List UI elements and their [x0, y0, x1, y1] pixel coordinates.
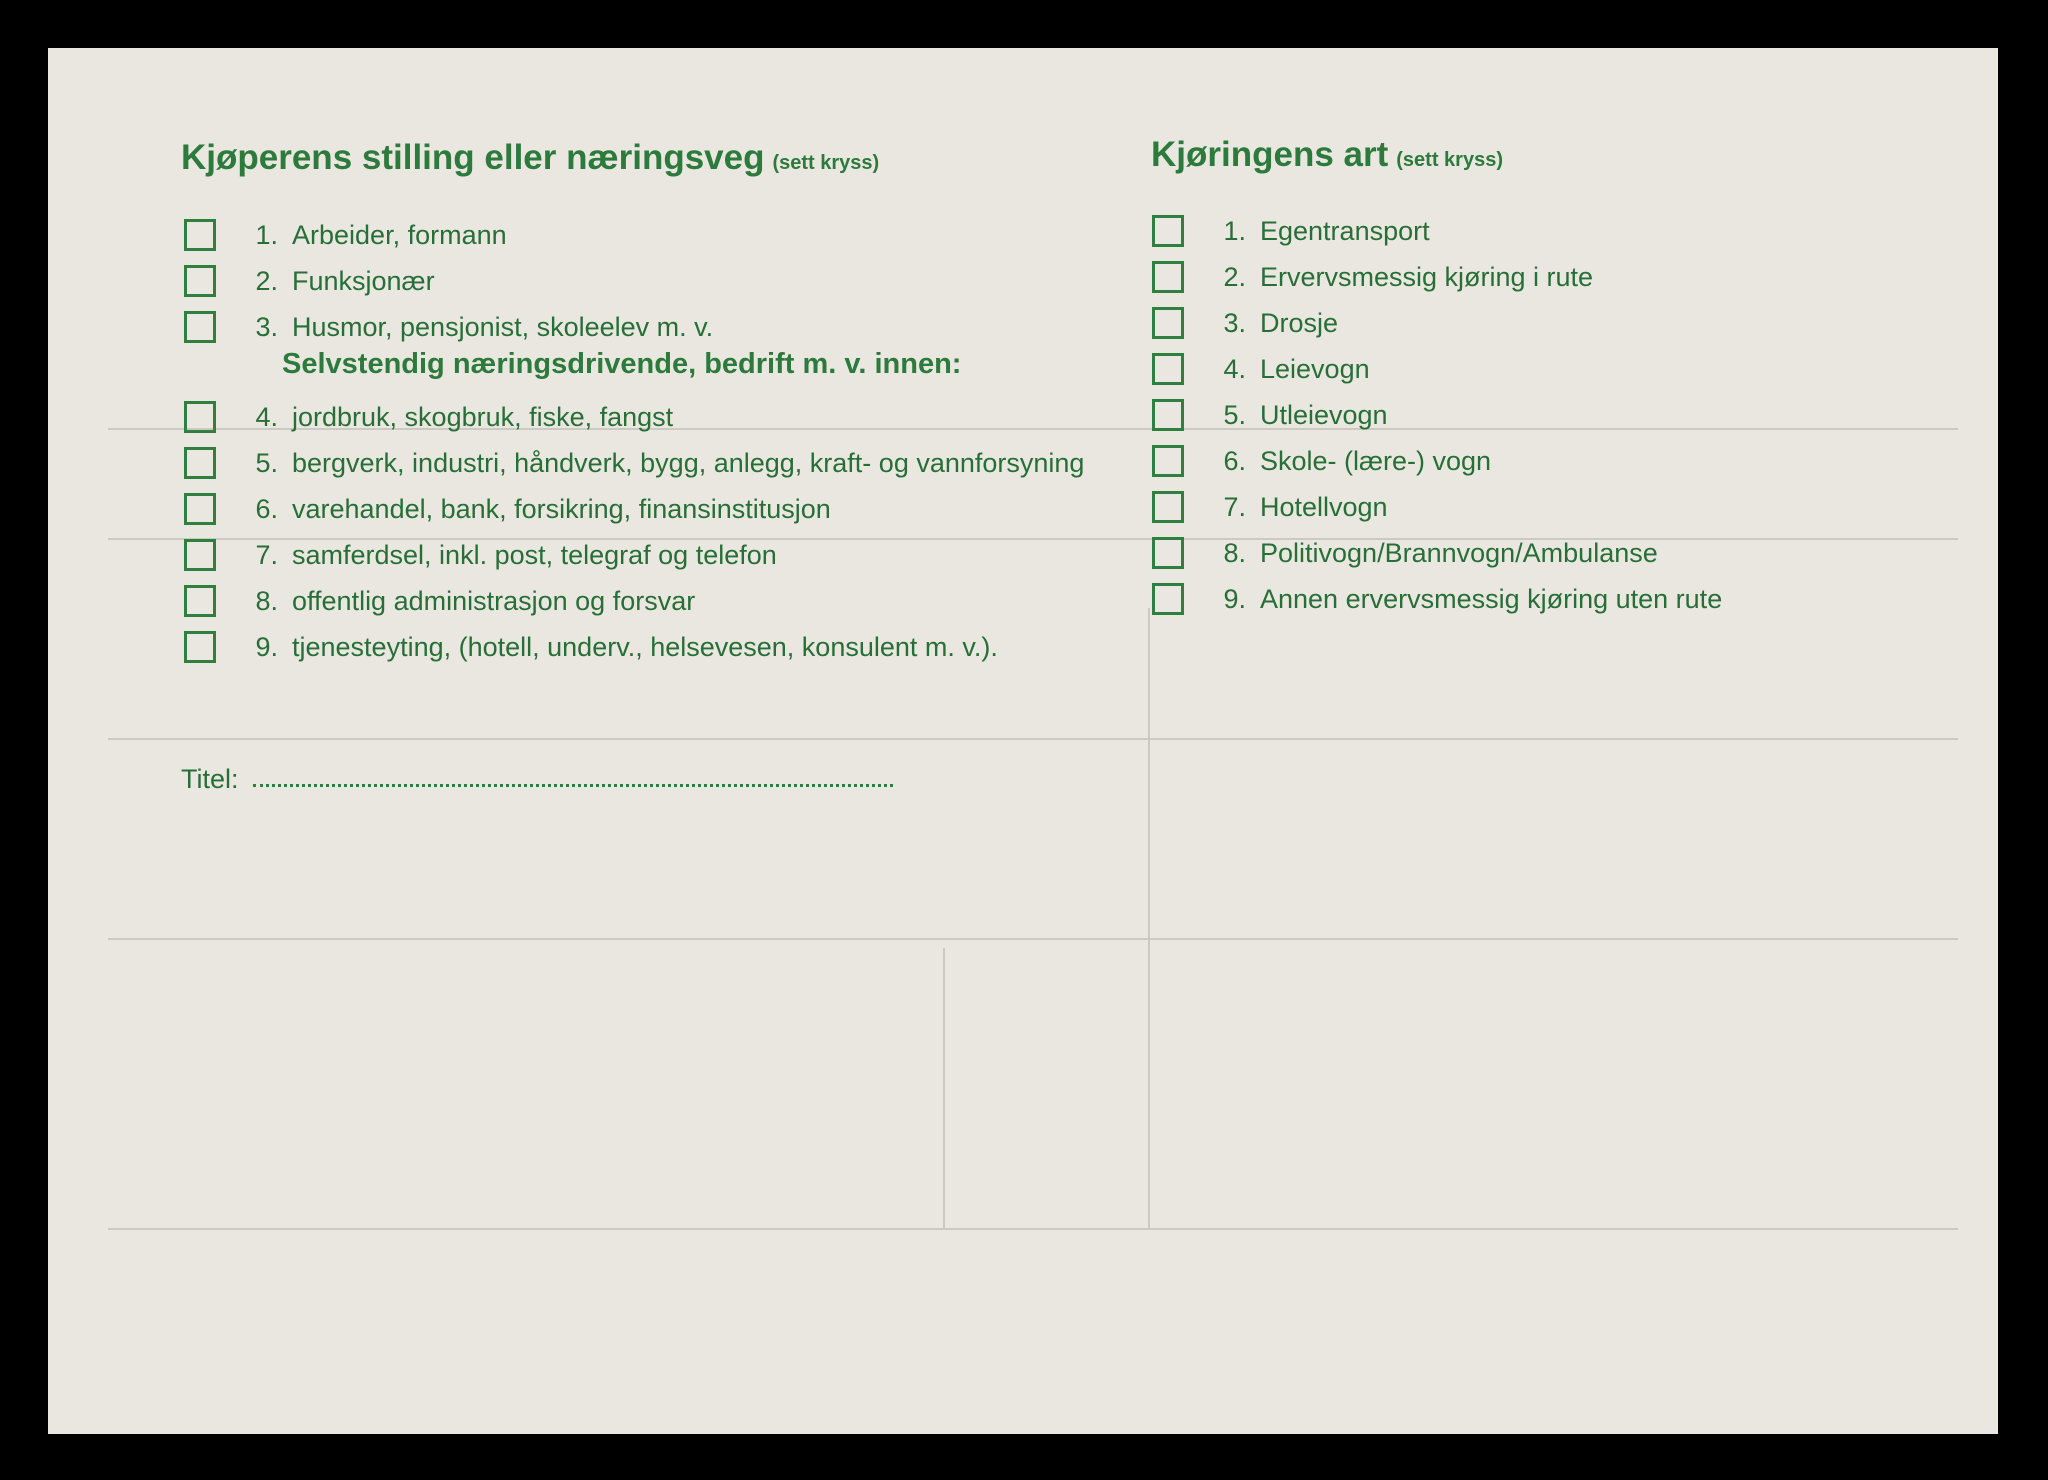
option-label: Arbeider, formann — [292, 219, 507, 250]
driving-option-2[interactable] — [1152, 257, 1593, 297]
option-number: 7. — [255, 539, 278, 570]
checkbox[interactable] — [1152, 583, 1184, 615]
option-number: 3. — [255, 311, 278, 342]
document-page — [48, 48, 1998, 1434]
option-label: samferdsel, inkl. post, telegraf og telefon — [292, 539, 777, 570]
option-label: Funksjonær — [292, 265, 435, 296]
checkbox[interactable] — [1152, 537, 1184, 569]
option-label: offentlig administrasjon og forsvar — [292, 585, 696, 616]
buyer-option-5[interactable] — [184, 443, 1084, 483]
buyer-option-9[interactable] — [184, 627, 998, 667]
option-label: Hotellvogn — [1260, 491, 1388, 522]
ghost-rule — [108, 938, 1958, 940]
buyer-option-4[interactable] — [184, 397, 673, 437]
checkbox[interactable] — [1152, 215, 1184, 247]
option-label: Ervervsmessig kjøring i rute — [1260, 261, 1594, 292]
option-number: 1. — [255, 219, 278, 250]
checkbox[interactable] — [184, 401, 216, 433]
checkbox[interactable] — [184, 447, 216, 479]
checkbox[interactable] — [184, 585, 216, 617]
driving-type-title: Kjøringens art — [1151, 135, 1389, 174]
option-number: 2. — [255, 265, 278, 296]
driving-option-9[interactable] — [1152, 579, 1722, 619]
driving-type-heading — [1151, 135, 1503, 175]
checkbox[interactable] — [1152, 445, 1184, 477]
option-label: bergverk, industri, håndverk, bygg, anlegg, kraft- og vannforsyning — [292, 447, 1085, 478]
option-number: 6. — [255, 493, 278, 524]
option-label: Egentransport — [1260, 215, 1430, 246]
self-employed-subheading: Selvstendig næringsdrivende, bedrift m. v. innen: — [282, 348, 962, 380]
option-label: Utleievogn — [1260, 399, 1388, 430]
option-label: Drosje — [1260, 307, 1339, 338]
option-number: 4. — [1223, 353, 1246, 384]
option-label: Annen ervervsmessig kjøring uten rute — [1260, 583, 1723, 614]
buyer-option-7[interactable] — [184, 535, 777, 575]
ghost-rule — [1148, 608, 1150, 1228]
checkbox[interactable] — [1152, 353, 1184, 385]
ghost-rule — [108, 1228, 1958, 1230]
option-number: 2. — [1223, 261, 1246, 292]
checkbox[interactable] — [1152, 399, 1184, 431]
option-number: 9. — [1223, 583, 1246, 614]
checkbox[interactable] — [184, 493, 216, 525]
option-number: 5. — [1223, 399, 1246, 430]
ghost-rule — [108, 738, 1958, 740]
checkbox[interactable] — [184, 539, 216, 571]
option-number: 8. — [255, 585, 278, 616]
checkbox[interactable] — [184, 265, 216, 297]
titel-field[interactable] — [253, 784, 893, 787]
ghost-rule — [943, 948, 945, 1228]
option-label: Skole- (lære-) vogn — [1260, 445, 1492, 476]
option-number: 6. — [1223, 445, 1246, 476]
titel-label: Titel: — [181, 764, 239, 794]
driving-option-5[interactable] — [1152, 395, 1388, 435]
checkbox[interactable] — [1152, 307, 1184, 339]
buyer-option-8[interactable] — [184, 581, 695, 621]
buyer-option-3[interactable] — [184, 307, 713, 347]
option-number: 1. — [1223, 215, 1246, 246]
driving-option-8[interactable] — [1152, 533, 1658, 573]
option-number: 5. — [255, 447, 278, 478]
buyer-occupation-title: Kjøperens stilling eller næringsveg — [181, 138, 765, 177]
driving-type-hint: (sett kryss) — [1396, 149, 1503, 171]
buyer-occupation-heading — [181, 138, 879, 178]
option-number: 7. — [1223, 491, 1246, 522]
option-label: Leievogn — [1260, 353, 1370, 384]
option-number: 3. — [1223, 307, 1246, 338]
checkbox[interactable] — [184, 311, 216, 343]
buyer-option-2[interactable] — [184, 261, 435, 301]
option-number: 9. — [255, 631, 278, 662]
option-label: Husmor, pensjonist, skoleelev m. v. — [292, 311, 714, 342]
checkbox[interactable] — [184, 631, 216, 663]
checkbox[interactable] — [184, 219, 216, 251]
driving-option-7[interactable] — [1152, 487, 1388, 527]
driving-option-4[interactable] — [1152, 349, 1370, 389]
option-label: Politivogn/Brannvogn/Ambulanse — [1260, 537, 1658, 568]
driving-option-3[interactable] — [1152, 303, 1338, 343]
option-number: 8. — [1223, 537, 1246, 568]
buyer-option-1[interactable] — [184, 215, 507, 255]
driving-option-1[interactable] — [1152, 211, 1430, 251]
option-number: 4. — [255, 401, 278, 432]
buyer-option-6[interactable] — [184, 489, 831, 529]
option-label: tjenesteyting, (hotell, underv., helsevesen, konsulent m. v.). — [292, 631, 998, 662]
option-label: varehandel, bank, forsikring, finansinstitusjon — [292, 493, 831, 524]
buyer-occupation-hint: (sett kryss) — [772, 152, 880, 174]
checkbox[interactable] — [1152, 491, 1184, 523]
driving-option-6[interactable] — [1152, 441, 1491, 481]
option-label: jordbruk, skogbruk, fiske, fangst — [292, 401, 674, 432]
checkbox[interactable] — [1152, 261, 1184, 293]
